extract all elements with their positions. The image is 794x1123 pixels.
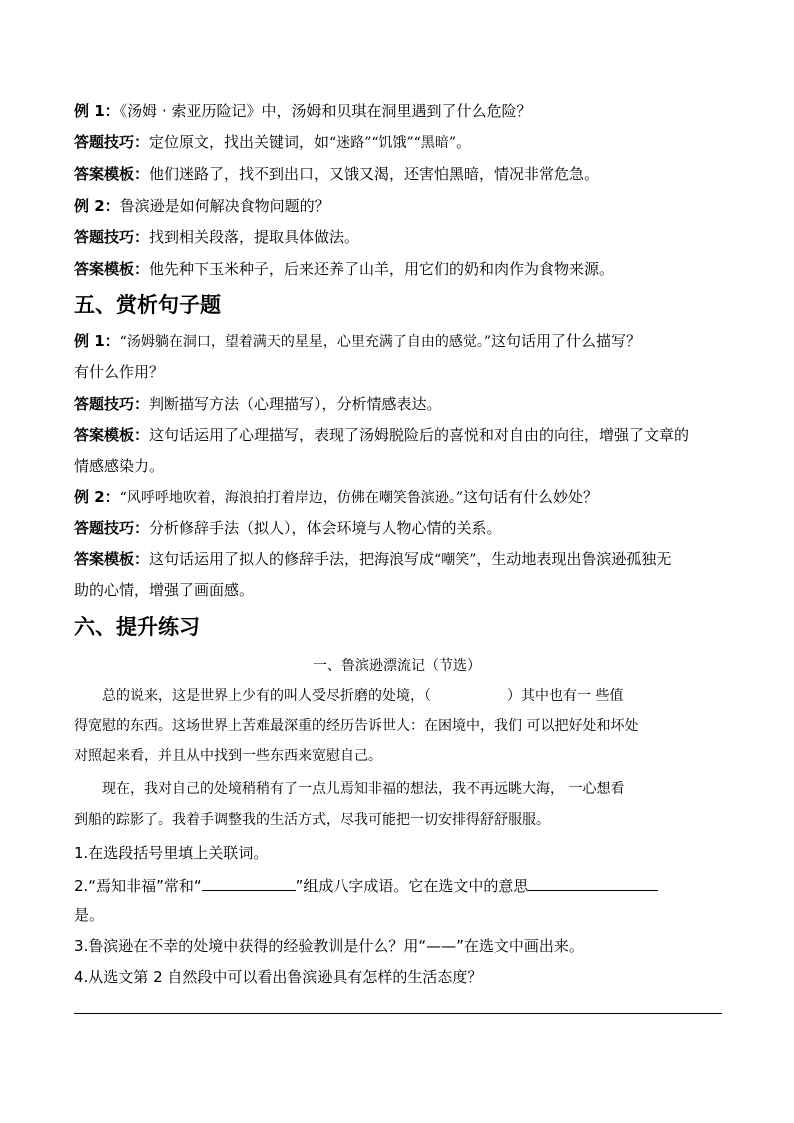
tip-text: 定位原文，找出关键词，如	[149, 133, 330, 151]
tip-label: 答题技巧：	[74, 519, 150, 537]
answer-quote: “嘲笑”	[434, 552, 477, 568]
example-text: 这句话用了什么描写？	[491, 332, 642, 350]
example-label: 例 2：	[74, 197, 120, 215]
example-text: 这句话有什么妙处？	[463, 488, 599, 506]
passage-p1-line3: 对照起来看，并且从中找到一些东西来宽慰自己。	[74, 748, 382, 764]
tip-text-end: 。	[455, 133, 471, 151]
passage-p1-line1	[74, 686, 724, 706]
example-label: 例 1：	[74, 332, 120, 350]
example-text: 鲁滨逊是如何解决食物问题的？	[119, 197, 330, 215]
passage-p2-line2: 到船的踪影了。我着手调整我的生活方式，尽我可能把一切安排得舒舒服服。	[74, 812, 550, 828]
question-2-cont: 是。	[74, 906, 105, 924]
example-1-question	[74, 101, 734, 121]
answer-blank-1[interactable]	[202, 874, 296, 891]
s5-tip-2	[74, 518, 734, 538]
tip-label: 答题技巧：	[74, 133, 150, 151]
answer-template-1	[74, 164, 734, 184]
passage-text: ）其中也有一 些值	[507, 688, 624, 704]
s5-answer-2	[74, 549, 734, 570]
answer-text-b: ，生动地表现出鲁滨逊孤独无	[476, 550, 672, 568]
example-quote: “汤姆躺在洞口，望着满天的星星，心里充满了自由的感觉。”	[119, 334, 491, 350]
question-3: 3.鲁滨逊在不幸的处境中获得的经验教训是什么？用“——”在选文中画出来。	[74, 937, 584, 955]
example-label: 例 2：	[74, 488, 120, 506]
answer-text: 他们迷路了，找不到出口，又饿又渴，还害怕黑暗，情况非常危急。	[149, 165, 600, 183]
question-4: 4.从选文第 2 自然段中可以看出鲁滨逊具有怎样的生活态度？	[74, 968, 483, 986]
tip-text: 分析修辞手法（拟人），体会环境与人物心情的关系。	[149, 519, 502, 537]
tip-label: 答题技巧：	[74, 395, 150, 413]
s5-example-1-cont: 有什么作用？	[74, 363, 165, 381]
tip-2	[74, 227, 734, 247]
tip-keywords: “迷路”“饥饿”“黑暗”	[329, 135, 456, 151]
section-5-heading: 五、赏析句子题	[74, 293, 221, 317]
s5-answer-1	[74, 425, 734, 445]
question-2	[74, 874, 734, 896]
passage-text: 总的说来，这是世界上少有的叫人受尽折磨的处境，（	[102, 688, 431, 704]
tip-1	[74, 132, 734, 153]
answer-text: 这句话运用了心理描写，表现了汤姆脱险后的喜悦和对自由的向往，增强了文章的	[149, 426, 690, 444]
example-2-question	[74, 196, 734, 216]
answer-text: 这句话运用了拟人的修辞手法，把海浪写成	[149, 550, 435, 568]
s5-answer-1-cont: 情感感染力。	[74, 457, 165, 475]
example-quote: “风呼呼地吹着，海浪拍打着岸边，仿佛在嘲笑鲁滨逊。”	[119, 490, 463, 506]
tip-text: 判断描写方法（心理描写），分析情感表达。	[149, 395, 442, 413]
tip-text: 找到相关段落，提取具体做法。	[149, 228, 360, 246]
s5-example-2	[74, 487, 734, 508]
question-1: 1.在选段括号里填上关联词。	[74, 844, 269, 862]
s5-answer-2-cont: 助的心情，增强了画面感。	[74, 581, 255, 599]
answer-text: 他先种下玉米种子，后来还养了山羊，用它们的奶和肉作为食物来源。	[149, 260, 615, 278]
passage-p1-line2: 得宽慰的东西。这场世界上苦难最深重的经历告诉世人：在困境中，我们 可以把好处和坏处	[74, 718, 639, 734]
s5-tip-1	[74, 394, 734, 414]
question-text: 2.“焉知非福”常和“	[74, 877, 202, 895]
passage-title: 一、鲁滨逊漂流记（节选）	[313, 658, 481, 674]
example-label: 例 1：	[74, 102, 120, 120]
tip-label: 答题技巧：	[74, 228, 150, 246]
passage-p2-line1: 现在，我对自己的处境稍稍有了一点儿焉知非福的想法，我不再远眺大海， 一心想看	[102, 781, 625, 797]
s5-example-1	[74, 331, 734, 352]
answer-label: 答案模板：	[74, 260, 150, 278]
example-text: 《汤姆 · 索亚历险记》中，汤姆和贝琪在洞里遇到了什么危险？	[119, 102, 532, 120]
answer-template-2	[74, 259, 734, 279]
answer-label: 答案模板：	[74, 550, 150, 568]
question-text: ”组成八字成语。它在选文中的意思	[295, 877, 529, 895]
section-6-heading: 六、提升练习	[74, 615, 200, 639]
answer-blank-2[interactable]	[528, 874, 658, 891]
answer-label: 答案模板：	[74, 426, 150, 444]
answer-line[interactable]	[74, 1013, 722, 1014]
answer-label: 答案模板：	[74, 165, 150, 183]
